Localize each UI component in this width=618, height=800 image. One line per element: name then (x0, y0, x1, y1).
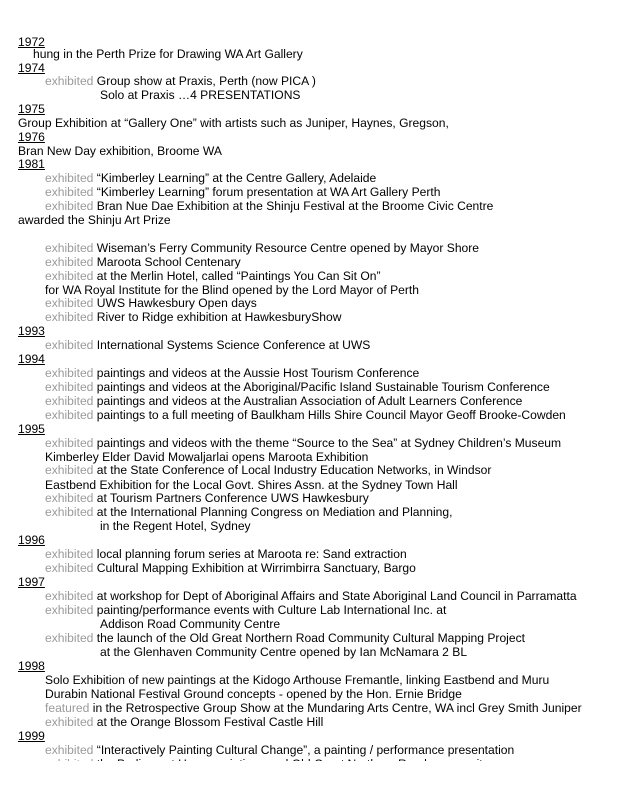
entry-text: paintings and videos at the Aboriginal/Pacific Island Sustainable Tourism Conference (96, 380, 550, 394)
entry-text: Solo Exhibition of new paintings at the Kidogo Arthouse Fremantle, linking Eastbend and Muru (45, 673, 550, 687)
entry-tag: exhibited (45, 380, 94, 394)
entry-tag: exhibited (45, 631, 94, 645)
entry-text: hung in the Perth Prize for Drawing WA Art Gallery (33, 47, 303, 61)
entry-tag: exhibited (45, 338, 94, 352)
entry-tag: featured (45, 701, 90, 715)
year-heading: 1999 (18, 729, 45, 743)
entry-tag: exhibited (45, 171, 94, 185)
entry-line (45, 463, 491, 477)
entry-line (45, 743, 514, 757)
entry-tag: exhibited (45, 603, 94, 617)
entry-text: in the Retrospective Group Show at the Mundaring Arts Centre, WA incl Grey Smith Juniper (92, 701, 582, 715)
entry-line (45, 673, 549, 687)
entry-line (45, 296, 257, 310)
entry-tag: exhibited (45, 255, 94, 269)
entry-line (45, 478, 458, 492)
entry-line (18, 213, 171, 227)
entry-tag: exhibited (45, 589, 94, 603)
entry-line (45, 561, 416, 575)
year-heading: 1974 (18, 61, 45, 75)
entry-text: UWS Hawkesbury Open days (96, 296, 257, 310)
entry-text: paintings and videos with the theme “Source to the Sea” at Sydney Children’s Museum (96, 436, 562, 450)
entry-text: Cultural Mapping Exhibition at Wirrimbirra Sanctuary, Bargo (96, 561, 416, 575)
entry-text: “Kimberley Learning” forum presentation at WA Art Gallery Perth (96, 185, 441, 199)
entry-line (45, 283, 419, 297)
entry-tag: exhibited (45, 394, 94, 408)
entry-text: at the International Planning Congress on Mediation and Planning, (96, 505, 453, 519)
entry-line (18, 116, 449, 130)
entry-line (45, 380, 550, 394)
entry-tag: exhibited (45, 74, 94, 88)
entry-line (45, 631, 525, 645)
entry-line (33, 47, 303, 61)
entry-line (100, 645, 467, 659)
entry-text: Wiseman’s Ferry Community Resource Centre opened by Mayor Shore (96, 241, 480, 255)
entry-line (45, 338, 370, 352)
entry-tag: exhibited (45, 463, 94, 477)
entry-text: Group show at Praxis, Perth (now PICA ) (96, 74, 316, 88)
entry-line (45, 505, 452, 519)
entry-tag: exhibited (45, 269, 94, 283)
entry-line (45, 366, 419, 380)
entry-text: International Systems Science Conference at UWS (96, 338, 371, 352)
entry-line (45, 310, 341, 324)
entry-line (45, 715, 323, 729)
entry-text: awarded the Shinju Art Prize (18, 213, 171, 227)
entry-text: at workshop for Dept of Aboriginal Affairs and State Aboriginal Land Council in Parramatta (96, 589, 577, 603)
entry-tag: exhibited (45, 561, 94, 575)
entry-line (45, 241, 479, 255)
year-heading: 1993 (18, 324, 45, 338)
entry-line (45, 547, 407, 561)
page-cutoff (0, 761, 618, 800)
entry-tag: exhibited (45, 366, 94, 380)
entry-line (100, 88, 301, 102)
entry-text: Bran New Day exhibition, Broome WA (18, 144, 222, 158)
entry-text: Solo at Praxis …4 PRESENTATIONS (100, 88, 301, 102)
entry-line (45, 450, 368, 464)
year-heading: 1998 (18, 659, 45, 673)
entry-text: River to Ridge exhibition at HawkesburyShow (96, 310, 342, 324)
entry-tag: exhibited (45, 547, 94, 561)
entry-line (45, 394, 522, 408)
entry-tag: exhibited (45, 505, 94, 519)
entry-line (45, 255, 241, 269)
entry-text: paintings and videos at the Australian Association of Adult Learners Conference (96, 394, 523, 408)
entry-text: paintings to a full meeting of Baulkham Hills Shire Council Mayor Geoff Brooke-Cowden (96, 408, 566, 422)
entry-tag: exhibited (45, 715, 94, 729)
entry-text: at the State Conference of Local Industry Education Networks, in Windsor (96, 463, 492, 477)
year-heading: 1996 (18, 533, 45, 547)
entry-tag: exhibited (45, 408, 94, 422)
entry-text: Maroota School Centenary (96, 255, 241, 269)
entry-text: at Tourism Partners Conference UWS Hawkesbury (96, 491, 369, 505)
entry-line (100, 519, 251, 533)
entry-line (45, 491, 369, 505)
entry-line (45, 603, 446, 617)
entry-text: Eastbend Exhibition for the Local Govt. Shires Assn. at the Sydney Town Hall (45, 478, 458, 492)
entry-line (45, 408, 566, 422)
entry-tag: exhibited (45, 185, 94, 199)
entry-text: Kimberley Elder David Mowaljarlai opens Maroota Exhibition (45, 450, 369, 464)
entry-text: Group Exhibition at “Gallery One” with artists such as Juniper, Haynes, Gregson, (18, 116, 449, 130)
entry-line (45, 185, 441, 199)
entry-text: local planning forum series at Maroota re: Sand extraction (96, 547, 407, 561)
entry-text: Bran Nue Dae Exhibition at the Shinju Festival at the Broome Civic Centre (96, 199, 494, 213)
entry-line (45, 171, 376, 185)
entry-tag: exhibited (45, 436, 94, 450)
entry-text: “Interactively Painting Cultural Change”, a painting / performance presentation (96, 743, 515, 757)
entry-line (45, 589, 577, 603)
entry-text: painting/performance events with Culture Lab International Inc. at (96, 603, 447, 617)
entry-text: Durabin National Festival Ground concepts - opened by the Hon. Ernie Bridge (45, 687, 462, 701)
entry-text: for WA Royal Institute for the Blind opened by the Lord Mayor of Perth (45, 283, 419, 297)
entry-text: Addison Road Community Centre (100, 617, 281, 631)
entry-line (45, 687, 462, 701)
entry-text: at the Glenhaven Community Centre opened by Ian McNamara 2 BL (100, 645, 468, 659)
entry-text: in the Regent Hotel, Sydney (100, 519, 251, 533)
entry-line (45, 269, 380, 283)
entry-line (45, 436, 561, 450)
year-heading: 1976 (18, 130, 45, 144)
entry-line (18, 144, 222, 158)
year-heading: 1975 (18, 102, 45, 116)
entry-line (45, 74, 316, 88)
year-heading: 1972 (18, 35, 45, 49)
year-heading: 1995 (18, 422, 45, 436)
year-heading: 1981 (18, 157, 45, 171)
year-heading: 1997 (18, 575, 45, 589)
entry-tag: exhibited (45, 199, 94, 213)
entry-line (45, 701, 582, 715)
year-heading: 1994 (18, 352, 45, 366)
entry-tag: exhibited (45, 310, 94, 324)
entry-text: paintings and videos at the Aussie Host Tourism Conference (96, 366, 420, 380)
entry-text: the launch of the Old Great Northern Road Community Cultural Mapping Project (96, 631, 525, 645)
entry-tag: exhibited (45, 296, 94, 310)
entry-tag: exhibited (45, 241, 94, 255)
entry-text: at the Merlin Hotel, called “Paintings You Can Sit On” (96, 269, 381, 283)
entry-line (45, 199, 493, 213)
entry-text: at the Orange Blossom Festival Castle Hill (96, 715, 324, 729)
entry-line (100, 617, 280, 631)
entry-tag: exhibited (45, 743, 94, 757)
entry-tag: exhibited (45, 491, 94, 505)
entry-text: “Kimberley Learning” at the Centre Gallery, Adelaide (96, 171, 377, 185)
